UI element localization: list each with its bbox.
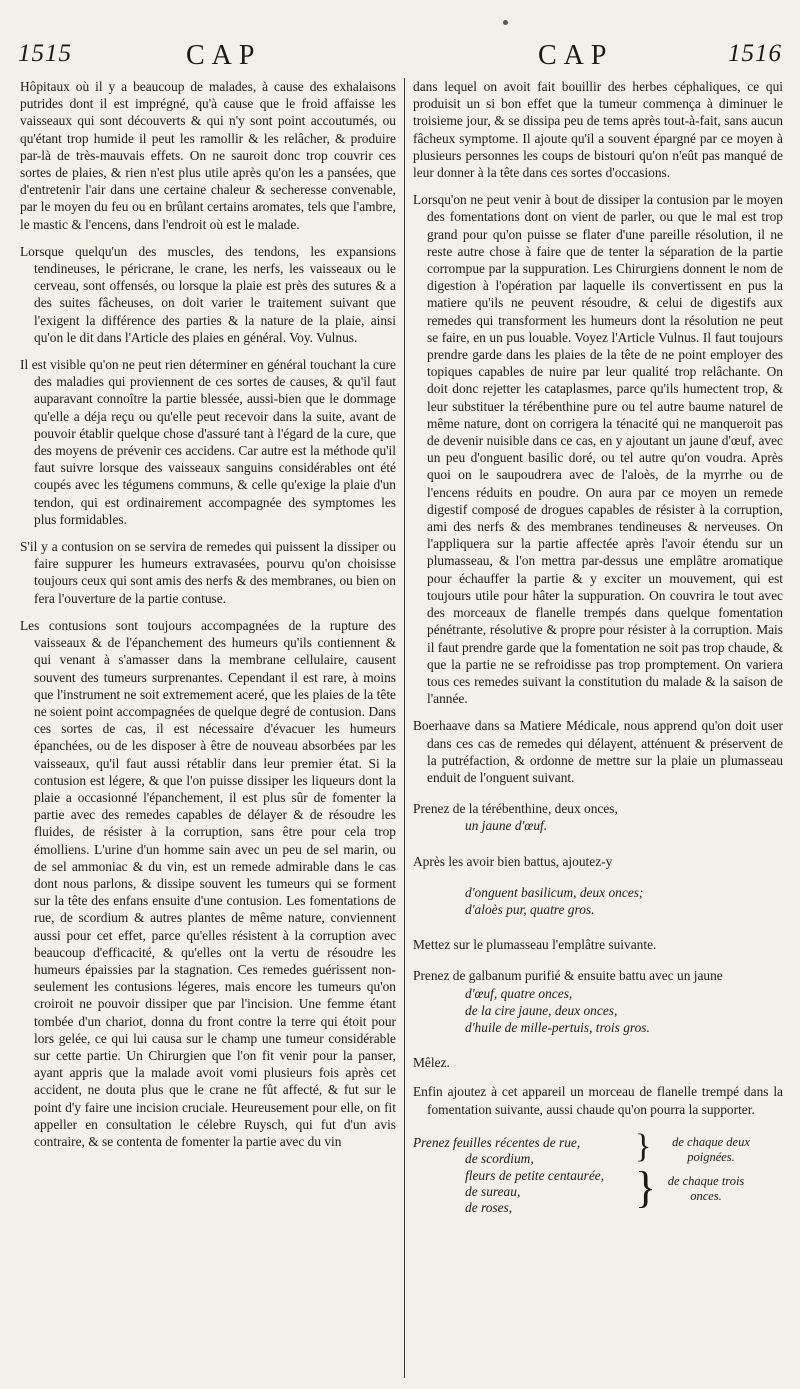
recipe-line: Prenez feuilles récentes de rue, (413, 1134, 581, 1150)
page-header (18, 40, 782, 74)
recipe-fomentation (413, 1127, 783, 1215)
recipe-instruction: Mêlez. (413, 1055, 450, 1071)
recipe-line: de sureau, (465, 1183, 521, 1199)
recipe-ointment (413, 800, 783, 834)
recipe-line: de roses, (465, 1199, 513, 1215)
paragraph: Lorsqu'on ne peut venir à bout de dissiper la contusion par le moyen des fomentations dont on vient de parler, ou que le mal est trop grand pour qu'on puisse se flater d'une pareille résolution, il ne reste autre chose à faire que de tenter la séparation de la partie corrompue par la suppuration. Les Chirurgiens donnent le nom de digestion à l'opération par laquelle ils convertissent en pus la matiere qu'ils ne peuvent résoudre, & celui de digestifs aux remedes qui transforment les humeurs dont la résolution ne peut se faire, en un pus louable. Voyez l'Article Vulnus. Il faut toujours prendre garde dans les plaies de la tête de ne point employer des topiques capables de nuire par leur qualité trop relâchante. On doit donc rejetter les cataplasmes, parce qu'ils humectent trop, & leur substituer la térébenthine pure ou tel autre baume naturel de même nature, dont on corrigera la ténacité qui ne manqueroit pas de devenir nuisible dans ce cas, en y ajoutant un jaune d'œuf, avec un peu d'onguent basilic doré, ou tel autre qu'on voudra. Après quoi on le saupoudrera avec de l'aloès, de la myrrhe ou de l'encens réduits en poudre. On aura par ce moyen un remede digestif composé de drogues capables de résister à la corruption, ami des nerfs & des membranes tendineuses & nerveuses. On l'appliquera sur la partie affectée après l'avoir étendu sur un plumasseau, & l'on mettra par-dessus une emplâtre aromatique pour échauffer la partie & y exciter un mouvement, qui est toujours utile pour hâter la suppuration. On couvrira le tout avec des morceaux de flanelle trempés dans quelque fomentation pénétrante, résolutive & propre pour résister à la corruption. Mais il faut prendre garde que la fomentation ne soit pas trop chaude, & que la partie ne se refroidisse pas trop promptement. On variera tous ces remedes suivant la constitution du malade & la saison de l'année. (413, 192, 783, 707)
recipe-line: fleurs de petite centaurée, (465, 1167, 605, 1183)
recipe-line: de la cire jaune, deux onces, (465, 1002, 618, 1018)
recipe-line: un jaune d'œuf. (465, 818, 548, 834)
right-page-number: 1516 (728, 40, 782, 67)
recipe-plaster (413, 967, 783, 1036)
brace-icon: } (635, 1127, 652, 1165)
paragraph: Lorsque quelqu'un des muscles, des tendons, les expansions tendineuses, le péricrane, le crane, les nerfs, les vaisseaux ou le cerveau, sont offensés, ou lorsque la plaie est près des sutures & a des suites fâcheuses, on doit varier le traitement suivant que l'exigent la différence des parties & la nature de la plaie, ainsi qu'on le dit dans l'Article des plaies en général. Voy. Vulnus. (20, 243, 396, 345)
recipe-line: Prenez de la térébenthine, deux onces, (413, 801, 618, 817)
column-rule (404, 78, 405, 1378)
recipe-additions (413, 884, 783, 918)
paragraph: Enfin ajoutez à cet appareil un morceau de flanelle trempé dans la fomentation suivante, aussi chaude qu'on pourra la supporter. (413, 1084, 783, 1117)
brace-icon: } (635, 1162, 657, 1212)
recipe-line: d'œuf, quatre onces, (465, 985, 573, 1001)
dose-note: de chaque deux poignées. (672, 1134, 750, 1164)
left-column (20, 78, 396, 1160)
recipe-line: Prenez de galbanum purifié & ensuite battu avec un jaune (413, 968, 723, 984)
recipe-line: de scordium, (465, 1150, 534, 1166)
paragraph: dans lequel on avoit fait bouillir des herbes céphaliques, ce qui produisit un si bon effet que la tumeur commença à diminuer le troisieme jour, & se dissipa peu de tems après tout-à-fait, sans aucun fâcheux symptome. Il ajoute qu'il a souvent épargné par ce moyen à plusieurs personnes les coups de bistouri qu'on n'eût pas manqué de leur donner à la tête dans ces sortes d'occasions. (413, 79, 783, 181)
paragraph: Hôpitaux où il y a beaucoup de malades, à cause des exhalaisons putrides dont il est imprégné, qu'à cause que le froid affaisse les vaisseaux qui sont découverts & qui n'y sont point accoutumés, ou qu'étant trop humide il peut les ramollir & les relâcher, & produire par-là de très-mauvais effets. On ne sauroit donc trop couvrir ces sortes de plaies, & rien n'est plus utile après qu'on les a pansées, que d'entretenir l'air dans une certaine chaleur & secheresse convenable, par le moyen du feu ou en brûlant certains aromates, tels que l'ambre, le mastic & l'encens, dans l'endroit où est le malade. (20, 79, 396, 232)
right-running-head: CAP (538, 40, 614, 71)
recipe-line: d'aloès pur, quatre gros. (465, 901, 595, 917)
recipe-instruction: Mettez sur le plumasseau l'emplâtre suivante. (413, 937, 657, 953)
paragraph: Boerhaave dans sa Matiere Médicale, nous apprend qu'on doit user dans ces cas de remedes qui délayent, atténuent & préservent de la putréfaction, & ordonne de mettre sur la plaie un plumasseau enduit de l'onguent suivant. (413, 718, 783, 785)
left-page-number: 1515 (18, 40, 72, 67)
paragraph: Il est visible qu'on ne peut rien déterminer en général touchant la cure des maladies qui proviennent de ces sortes de causes, & qu'il faut auparavant connoître la partie blessée, aussi-bien que le dommage qu'elle a déja reçu ou qu'elle peut recevoir dans la suite, avant de pouvoir établir quelque chose d'assuré tant à l'égard de la cure, que des moyens de prévenir ces accidens. Car autre est la méthode qu'il faut suivre lorsque des vaisseaux sanguins considérables ont été coupés avec les tégumens communs, & celle qu'exige la plaie d'un tendon, qui est ordinairement accompagnée des symptomes les plus formidables. (20, 357, 396, 527)
dose-note: de chaque trois onces. (667, 1173, 745, 1203)
recipe-line: d'onguent basilicum, deux onces; (465, 884, 644, 900)
right-column (413, 78, 783, 1214)
paragraph: S'il y a contusion on se servira de remedes qui puissent la dissiper ou faire suppurer les humeurs extravasées, pourvu qu'on choisisse toujours ceux qui sont amis des nerfs & des membranes, ou bien on fera l'ouverture de la partie contuse. (20, 539, 396, 606)
recipe-instruction: Après les avoir bien battus, ajoutez-y (413, 853, 613, 869)
recipe-line: d'huile de mille-pertuis, trois gros. (465, 1019, 650, 1035)
left-running-head: CAP (186, 40, 262, 71)
paragraph: Les contusions sont toujours accompagnées de la rupture des vaisseaux & de l'épanchement des humeurs qu'ils contiennent & qui venant à s'amasser dans la membrane cellulaire, causent souvent des tumeurs surprenantes. Cependant il est rare, à moins que l'instrument ne soit extremement aceré, que les plaies de la tête ne soient point accompagnées de quelque degré de contusion. Dans ces sortes de cas, il est nécessaire d'évacuer les humeurs épanchées, ou de les disposer à être de nouveau absorbées par les vaisseaux, qu'il faut aussi rétablir dans leur premier état. Si la contusion est légere, & que l'on puisse dissiper les liqueurs dont la plaie a occasionné l'épanchement, il est plus sûr de fomenter la partie avec des remedes capables de délayer & de résoudre les fluides, de résister à la corruption, sans être pour cela trop émolliens. L'urine d'un homme sain avec un peu de sel marin, ou de sel ammoniac & du vin, est un remede admirable dans le cas dont nous parlons, & dissipe souvent les tumeurs qui se forment sur la tête des enfans ensuite d'une contusion. Les fomentations de rue, de scordium & autres plantes de même nature, conviennent aussi pour cet effet, parce qu'elles résistent à la corruption avec beaucoup d'efficacité, & qu'elles ont la vertu de résoudre les humeurs épaissies par la stagnation. Ces remedes guérissent non-seulement les contusions légeres, mais encore les tumeurs qu'on croiroit ne pouvoir dissiper que par l'incision. Une femme étant tombée d'un chariot, donna du front contre la terre qui étoit pour lors gelée, ce qui lui causa sur le champ une tumeur considérable sur cette partie. Un Chirurgien que l'on fit venir pour la panser, ayant appris que la malade avoit vomi plusieurs fois après cet accident, ne douta plus que le crane ne fût affecté, & fut sur le point d'y faire une incision cruciale. Heureusement pour elle, on fit appeller en consultation le célebre Ruysch, qui fut d'un avis contraire, & se contenta de fomenter la partie avec du vin (20, 617, 396, 1149)
ink-dot (503, 20, 508, 25)
